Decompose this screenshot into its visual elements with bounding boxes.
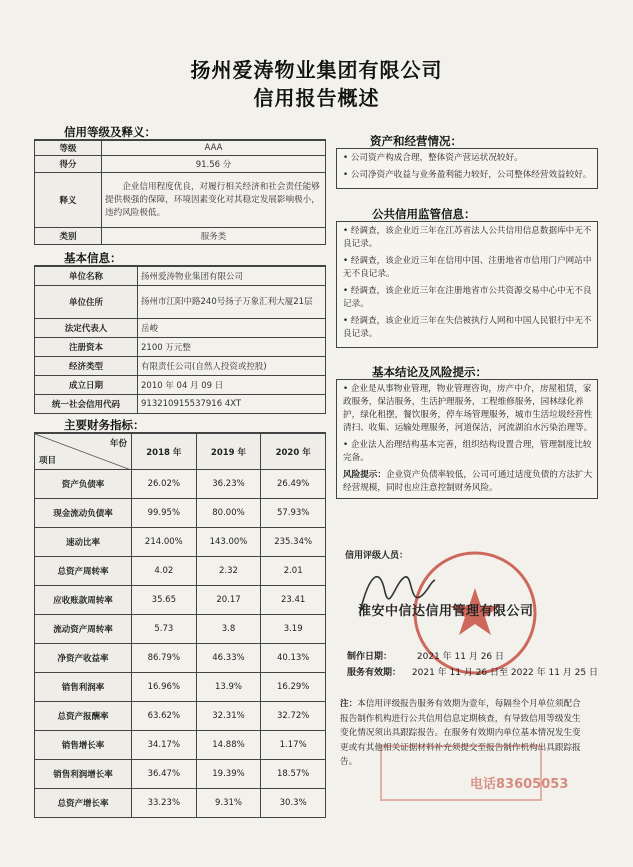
rating-row-category [35,228,326,245]
finance-cell: 3.19 [261,615,326,644]
valid-date-row [347,665,598,678]
finance-table [34,433,326,818]
finance-row-label: 总资产周转率 [35,557,132,586]
finance-row [35,528,326,557]
finance-cell: 4.02 [132,557,197,586]
finance-row-label: 总资产增长率 [35,789,132,818]
rating-heading: 信用等级及释义： [64,125,156,139]
basic-date-value: 2010 年 04 月 09 日 [138,376,326,395]
finance-cell: 3.8 [196,615,261,644]
finance-row [35,673,326,702]
basic-type-value: 有限责任公司(自然人投资或控股) [138,357,326,376]
basic-row [35,357,326,376]
assets-item: • 公司净资产收益与业务盈利能力较好，公司整体经营效益较好。 [343,170,592,180]
finance-cell: 36.23% [196,470,261,499]
finance-row [35,789,326,818]
finance-cell: 16.96% [132,673,197,702]
rating-meaning-value: 企业信用程度优良，对履行相关经济和社会责任能够提供极强的保障，环境因素变化对其稳定发展影响极小，违约风险极低。 [102,173,326,228]
finance-cell: 2.32 [196,557,261,586]
finance-row [35,615,326,644]
finance-row-label: 销售利润增长率 [35,760,132,789]
finance-cell: 26.02% [132,470,197,499]
finance-cell: 18.57% [261,760,326,789]
finance-year-2020: 2020 年 [261,434,326,470]
supervision-item: • 经调查，该企业近三年在信用中国、注册地省市信用门户网站中无不良记录。 [343,256,592,279]
finance-row-label: 销售利润率 [35,673,132,702]
finance-cell: 19.39% [196,760,261,789]
finance-row-label: 现金流动负债率 [35,499,132,528]
finance-cell: 9.31% [196,789,261,818]
finance-cell: 2.01 [261,557,326,586]
note-label: 注： [340,699,358,709]
basic-row [35,376,326,395]
finance-cell: 99.95% [132,499,197,528]
supervision-box [336,221,598,348]
rating-score-label: 得分 [35,156,102,173]
assets-item-text: 公司净资产收益与业务盈利能力较好，公司整体经营效益较好。 [350,170,592,180]
conclusion-item: • 企业是从事物业管理，物业管理咨询，房产中介，房屋租赁，家政服务，保洁服务，生活护理服务，工程维修服务，园林绿化养护，绿化租摆，餐饮服务，停车场管理服务，城市生活垃圾经营性清扫、收集、运输处理服务，河道保洁，河流湖泊水污染治理等。 [343,384,593,433]
basic-type-label: 经济类型 [35,357,138,376]
finance-cell: 80.00% [196,499,261,528]
finance-cell: 86.79% [132,644,197,673]
stamp-phone: 电话83605053 [470,777,569,792]
finance-cell: 46.33% [196,644,261,673]
valid-date-label: 服务有效期： [347,668,402,678]
finance-row [35,499,326,528]
finance-corner-item: 项目 [39,456,57,466]
assets-heading: 资产和经营情况： [370,134,462,148]
rating-table [34,140,326,245]
supervision-item-text: 经调查，该企业近三年在江苏省法人公共信用信息数据库中无不良记录。 [343,226,592,249]
rating-grade-value: AAA [102,141,326,156]
assets-box [336,148,598,189]
finance-row [35,702,326,731]
finance-row [35,557,326,586]
finance-cell: 26.49% [261,470,326,499]
supervision-item: • 经调查，该企业近三年在失信被执行人网和中国人民银行中无不良记录。 [343,316,592,339]
finance-row [35,644,326,673]
finance-row [35,731,326,760]
basic-rep-label: 法定代表人 [35,319,138,338]
finance-row-label: 流动资产周转率 [35,615,132,644]
basic-row [35,395,326,414]
basic-rep-value: 岳峻 [138,319,326,338]
conclusion-box [336,379,598,499]
finance-row [35,470,326,499]
basic-capital-value: 2100 万元整 [138,338,326,357]
finance-row [35,760,326,789]
finance-cell: 235.34% [261,528,326,557]
conclusion-heading: 基本结论及风险提示： [372,365,487,379]
basic-table [34,266,326,414]
risk-label: 风险提示： [343,470,386,480]
finance-corner-cell [35,434,132,470]
finance-cell: 35.65 [132,586,197,615]
finance-cell: 36.47% [132,760,197,789]
finance-cell: 32.31% [196,702,261,731]
report-title-company: 扬州爱涛物业集团有限公司 [190,58,443,82]
basic-code-label: 统一社会信用代码 [35,395,138,414]
conclusion-item-text: 企业法人治理结构基本完善，组织结构设置合理，管理制度比较完备。 [343,440,592,463]
basic-row [35,267,326,286]
finance-cell: 1.17% [261,731,326,760]
rating-row-grade [35,141,326,156]
finance-cell: 14.88% [196,731,261,760]
finance-row-label: 应收账款周转率 [35,586,132,615]
supervision-heading: 公共信用监管信息： [372,207,476,221]
finance-cell: 143.00% [196,528,261,557]
finance-cell: 57.93% [261,499,326,528]
finance-cell: 30.3% [261,789,326,818]
basic-name-label: 单位名称 [35,267,138,286]
basic-row [35,319,326,338]
supervision-item: • 经调查，该企业近三年在江苏省法人公共信用信息数据库中无不良记录。 [343,226,592,249]
conclusion-item-text: 企业是从事物业管理，物业管理咨询，房产中介，房屋租赁，家政服务，保洁服务，生活护理服务，工程维修服务，园林绿化养护，绿化租摆，餐饮服务，停车场管理服务，城市生活垃圾经营性清扫、收集、运输处理服务，河道保洁，河流湖泊水污染治理等。 [343,384,593,433]
finance-row-label: 净资产收益率 [35,644,132,673]
assets-item: • 公司资产构成合理，整体资产营运状况较好。 [343,153,523,163]
valid-date-value: 2021 年 11 月 26 日至 2022 年 11 月 25 日 [411,668,598,678]
basic-heading: 基本信息： [64,251,122,265]
finance-cell: 33.23% [132,789,197,818]
finance-cell: 214.00% [132,528,197,557]
finance-header-row [35,434,326,470]
rating-row-score [35,156,326,173]
basic-capital-label: 注册资本 [35,338,138,357]
basic-row [35,338,326,357]
basic-date-label: 成立日期 [35,376,138,395]
note-text: 本信用评级报告服务有效期为壹年，每隔叁个月单位须配合报告制作机构进行公共信用信息定期核查，有导致信用等级发生变化情况须出具跟踪报告。在服务有效期内单位基本情况发生变更或有其他相关证据材料补充须提交至报告制作机构出具跟踪报告。 [340,699,581,767]
supervision-item-text: 经调查，该企业近三年在失信被执行人网和中国人民银行中无不良记录。 [343,316,592,339]
finance-cell: 5.73 [132,615,197,644]
supervision-item-text: 经调查，该企业近三年在信用中国、注册地省市信用门户网站中无不良记录。 [343,256,592,279]
finance-year-2018: 2018 年 [132,434,197,470]
finance-row [35,586,326,615]
basic-code-value: 913210915537916 4XT [138,395,326,414]
made-date-row [347,649,504,662]
basic-address-label: 单位住所 [35,286,138,319]
basic-address-value: 扬州市江阳中路240号扬子万象汇利大厦21层 [138,286,326,319]
finance-row-label: 资产负债率 [35,470,132,499]
rating-category-label: 类别 [35,228,102,245]
finance-cell: 40.13% [261,644,326,673]
finance-cell: 16.29% [261,673,326,702]
assets-item-text: 公司资产构成合理，整体资产营运状况较好。 [350,153,523,163]
finance-cell: 23.41 [261,586,326,615]
supervision-item-text: 经调查，该企业近三年在注册地省市公共资源交易中心中无不良记录。 [343,286,592,309]
finance-cell: 20.17 [196,586,261,615]
risk-text: 企业资产负债率较低，公司可通过适度负债的方法扩大经营规模，同时也应注意控制财务风险。 [343,470,593,493]
rating-category-value: 服务类 [102,228,326,245]
issuer-org-name: 淮安中信达信用管理有限公司 [358,604,534,619]
finance-heading: 主要财务指标： [64,418,145,432]
risk-paragraph [343,469,593,495]
basic-row [35,286,326,319]
finance-cell: 13.9% [196,673,261,702]
made-date-label: 制作日期： [347,652,393,662]
rating-meaning-label: 释义 [35,173,102,228]
finance-cell: 32.72% [261,702,326,731]
finance-row-label: 销售增长率 [35,731,132,760]
conclusion-item: • 企业法人治理结构基本完善，组织结构设置合理，管理制度比较完备。 [343,440,592,463]
finance-row-label: 速动比率 [35,528,132,557]
rating-score-value: 91.56 分 [102,156,326,173]
finance-row-label: 总资产报酬率 [35,702,132,731]
rating-grade-label: 等级 [35,141,102,156]
report-title-overview: 信用报告概述 [253,86,380,110]
made-date-value: 2021 年 11 月 26 日 [416,652,505,662]
basic-name-value: 扬州爱涛物业集团有限公司 [138,267,326,286]
finance-cell: 63.62% [132,702,197,731]
supervision-item: • 经调查，该企业近三年在注册地省市公共资源交易中心中无不良记录。 [343,286,592,309]
finance-year-2019: 2019 年 [196,434,261,470]
finance-corner-year: 年份 [109,439,127,449]
rating-row-meaning [35,173,326,228]
finance-cell: 34.17% [132,731,197,760]
rater-label: 信用评级人员： [345,551,409,561]
